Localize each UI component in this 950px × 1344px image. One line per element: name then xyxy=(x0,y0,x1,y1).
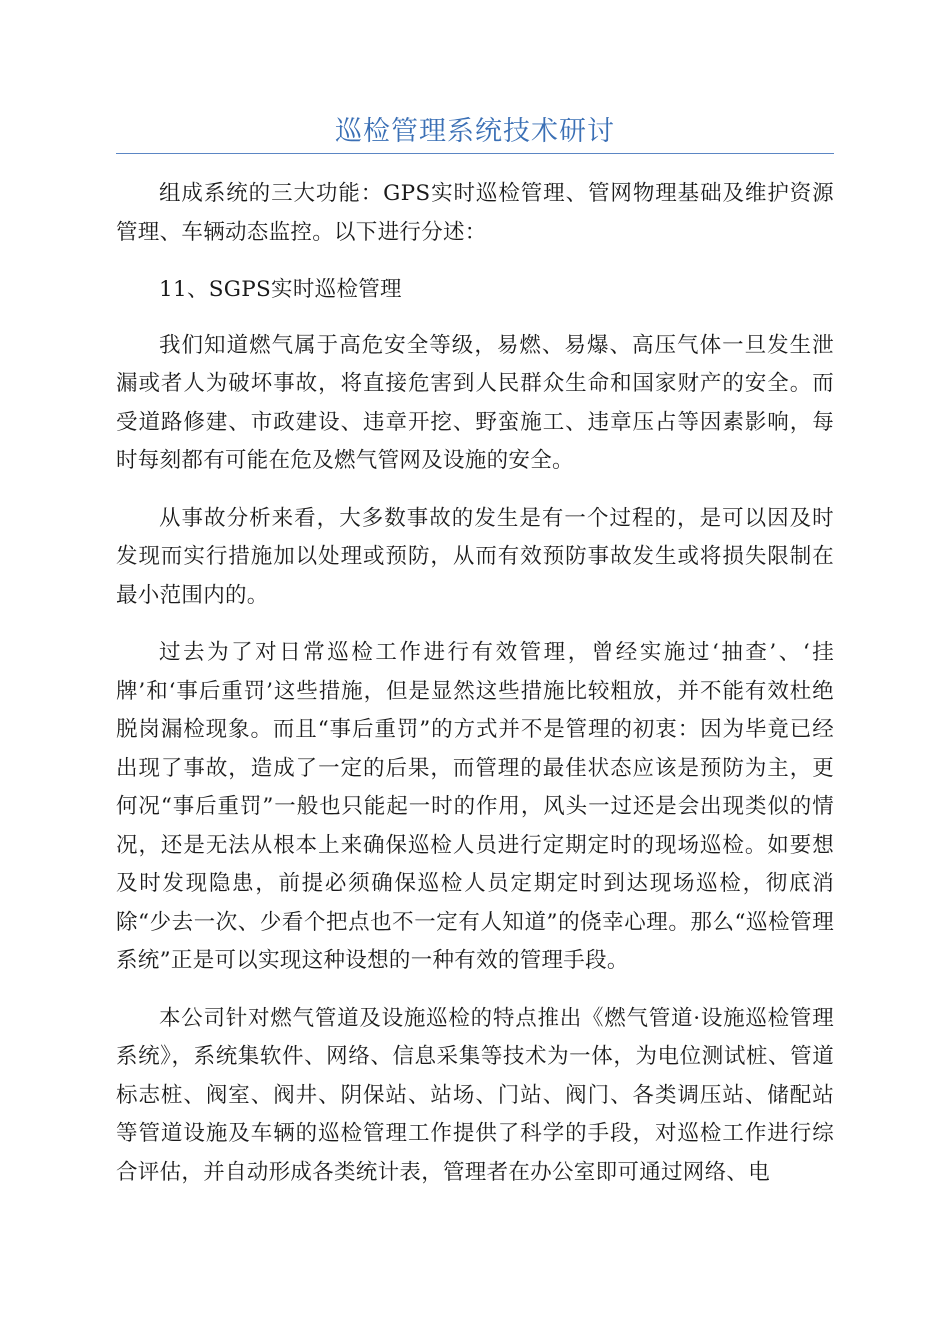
paragraph-system-functions: 组成系统的三大功能：GPS实时巡检管理、管网物理基础及维护资源管理、车辆动态监控。以下进行分述： xyxy=(116,181,834,245)
title-underline xyxy=(116,153,834,154)
section-heading-gps: 11、SGPS实时巡检管理 xyxy=(159,277,402,302)
document-title: 巡检管理系统技术研讨 xyxy=(335,116,615,147)
paragraph-past-management: 过去为了对日常巡检工作进行有效管理，曾经实施过‘抽查’、‘挂牌’和‘事后重罚’这些措施，但是显然这些措施比较粗放，并不能有效杜绝脱岗漏检现象。而且“事后重罚”的方式并不是管理的初衷：因为毕竟已经出现了事故，造成了一定的后果，而管理的最佳状态应该是预防为主，更何况“事后重罚”一般也只能起一时的作用，风头一过还是会出现类似的情况，还是无法从根本上来确保巡检人员进行定期定时的现场巡检。如要想及时发现隐患，前提必须确保巡检人员定期定时到达现场巡检，彻底消除“少去一次、少看个把点也不一定有人知道”的侥幸心理。那么“巡检管理系统”正是可以实现这种设想的一种有效的管理手段。 xyxy=(116,640,834,973)
document-body xyxy=(116,175,834,1211)
paragraph-company-system: 本公司针对燃气管道及设施巡检的特点推出《燃气管道·设施巡检管理系统》，系统集软件、网络、信息采集等技术为一体，为电位测试桩、管道标志桩、阀室、阀井、阴保站、站场、门站、阀门、各类调压站、储配站等管道设施及车辆的巡检管理工作提供了科学的手段，对巡检工作进行综合评估，并自动形成各类统计表，管理者在办公室即可通过网络、电 xyxy=(116,1005,834,1185)
paragraph-accident-analysis: 从事故分析来看，大多数事故的发生是有一个过程的，是可以因及时发现而实行措施加以处理或预防，从而有效预防事故发生或将损失限制在最小范围内的。 xyxy=(116,505,834,608)
paragraph-gas-hazard: 我们知道燃气属于高危安全等级，易燃、易爆、高压气体一旦发生泄漏或者人为破坏事故，将直接危害到人民群众生命和国家财产的安全。而受道路修建、市政建设、违章开挖、野蛮施工、违章压占等因素影响，每时每刻都有可能在危及燃气管网及设施的安全。 xyxy=(116,332,834,473)
